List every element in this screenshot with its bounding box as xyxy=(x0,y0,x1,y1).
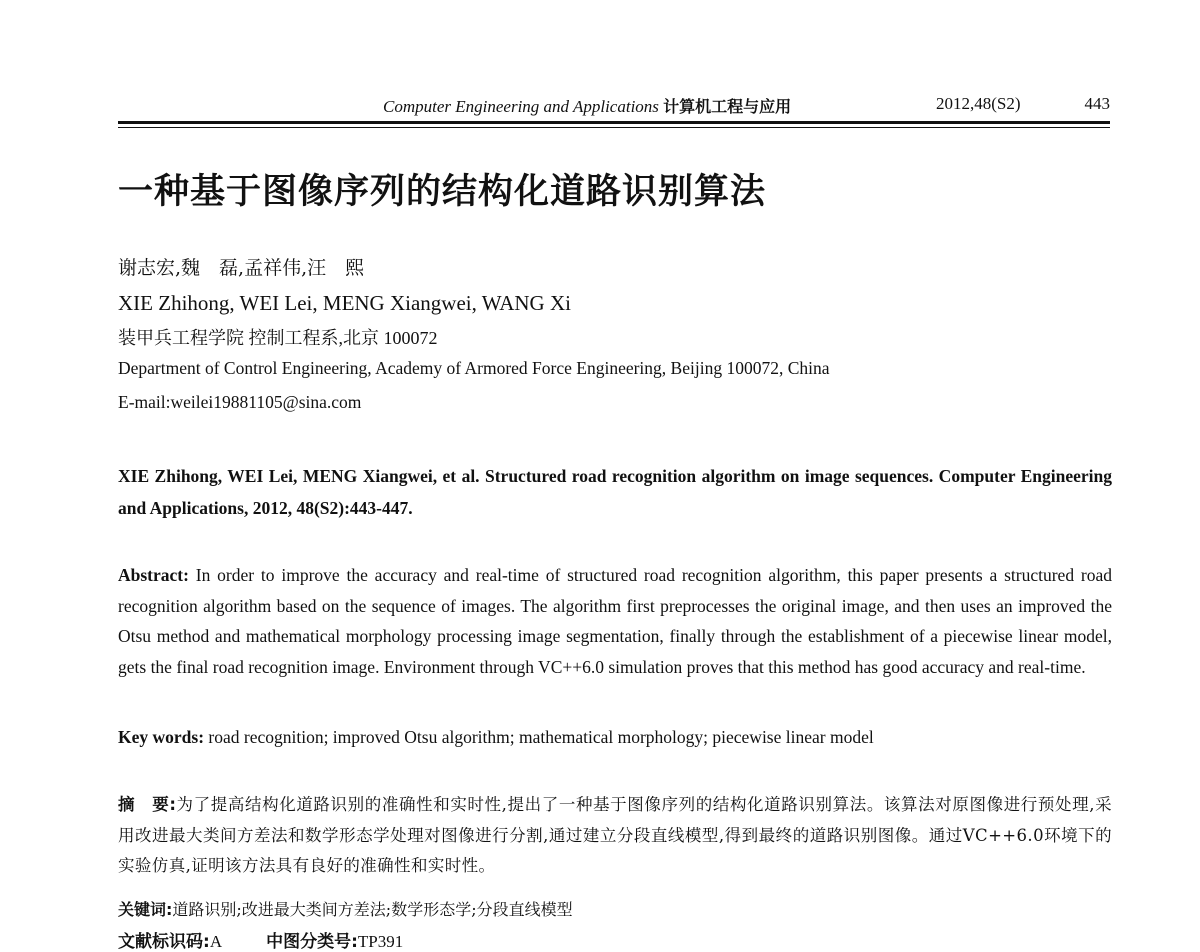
abstract-chinese xyxy=(118,790,1112,882)
journal-name xyxy=(383,94,791,117)
citation-reference: XIE Zhihong, WEI Lei, MENG Xiangwei, et al. Structured road recognition algorithm on image sequences. Computer Engineering and Applications, 2012, 48(S2):443-447. xyxy=(118,466,1112,518)
abstract-text: In order to improve the accuracy and real-time of structured road recognition algorithm, this paper presents a structured road recognition algorithm based on the sequence of images. The algorithm first preprocesses the original image, and then uses an improved the Otsu method and mathematical morphology processing image segmentation, finally through the establishment of a piecewise linear model, gets the final road recognition image. Environment through VC++6.0 simulation proves that this method has good accuracy and real-time. xyxy=(118,565,1112,677)
keywords-cn-text: 道路识别;改进最大类间方差法;数学形态学;分段直线模型 xyxy=(172,900,573,919)
abstract-cn-text: 为了提高结构化道路识别的准确性和实时性,提出了一种基于图像序列的结构化道路识别算法。该算法对原图像进行预处理,采用改进最大类间方差法和数学形态学处理对图像进行分割,通过建立分段直线模型,得到最终的道路识别图像。通过VC++6.0环境下的实验仿真,证明该方法具有良好的准确性和实时性。 xyxy=(118,795,1113,875)
keywords-cn-label: 关键词: xyxy=(118,900,173,919)
affiliation-chinese: 装甲兵工程学院 控制工程系,北京 100072 xyxy=(118,328,438,348)
doc-code-value: A xyxy=(209,932,223,951)
doc-code-label: 文献标识码: xyxy=(118,932,210,952)
keywords-text: road recognition; improved Otsu algorithm; mathematical morphology; piecewise linear model xyxy=(204,727,874,747)
abstract-label: Abstract: xyxy=(118,565,189,585)
class-code-value: TP391 xyxy=(357,932,404,951)
keywords-english xyxy=(118,727,874,748)
volume-issue: 2012,48(S2) xyxy=(936,94,1021,113)
keywords-label: Key words: xyxy=(118,727,205,747)
authors-english: XIE Zhihong, WEI Lei, MENG Xiangwei, WANG Xi xyxy=(118,291,571,315)
document-codes xyxy=(118,927,403,952)
paper-title: 一种基于图像序列的结构化道路识别算法 xyxy=(118,172,767,212)
authors-chinese: 谢志宏,魏 磊,孟祥伟,汪 熙 xyxy=(118,257,365,279)
header-rule-thick xyxy=(118,121,1110,124)
abstract-cn-label: 摘 要: xyxy=(118,795,177,814)
class-code-label: 中图分类号: xyxy=(266,932,358,952)
keywords-chinese xyxy=(118,897,573,920)
abstract-english xyxy=(118,560,1112,682)
running-header xyxy=(118,94,1110,120)
affiliation-english: Department of Control Engineering, Academy of Armored Force Engineering, Beijing 100072, China xyxy=(118,358,830,378)
journal-name-cn: 计算机工程与应用 xyxy=(663,97,792,116)
page-number: 443 xyxy=(1084,94,1110,113)
email-address: E-mail:weilei19881105@sina.com xyxy=(118,392,362,412)
journal-name-en: Computer Engineering and Applications xyxy=(383,97,659,116)
header-rule-thin xyxy=(118,127,1110,128)
